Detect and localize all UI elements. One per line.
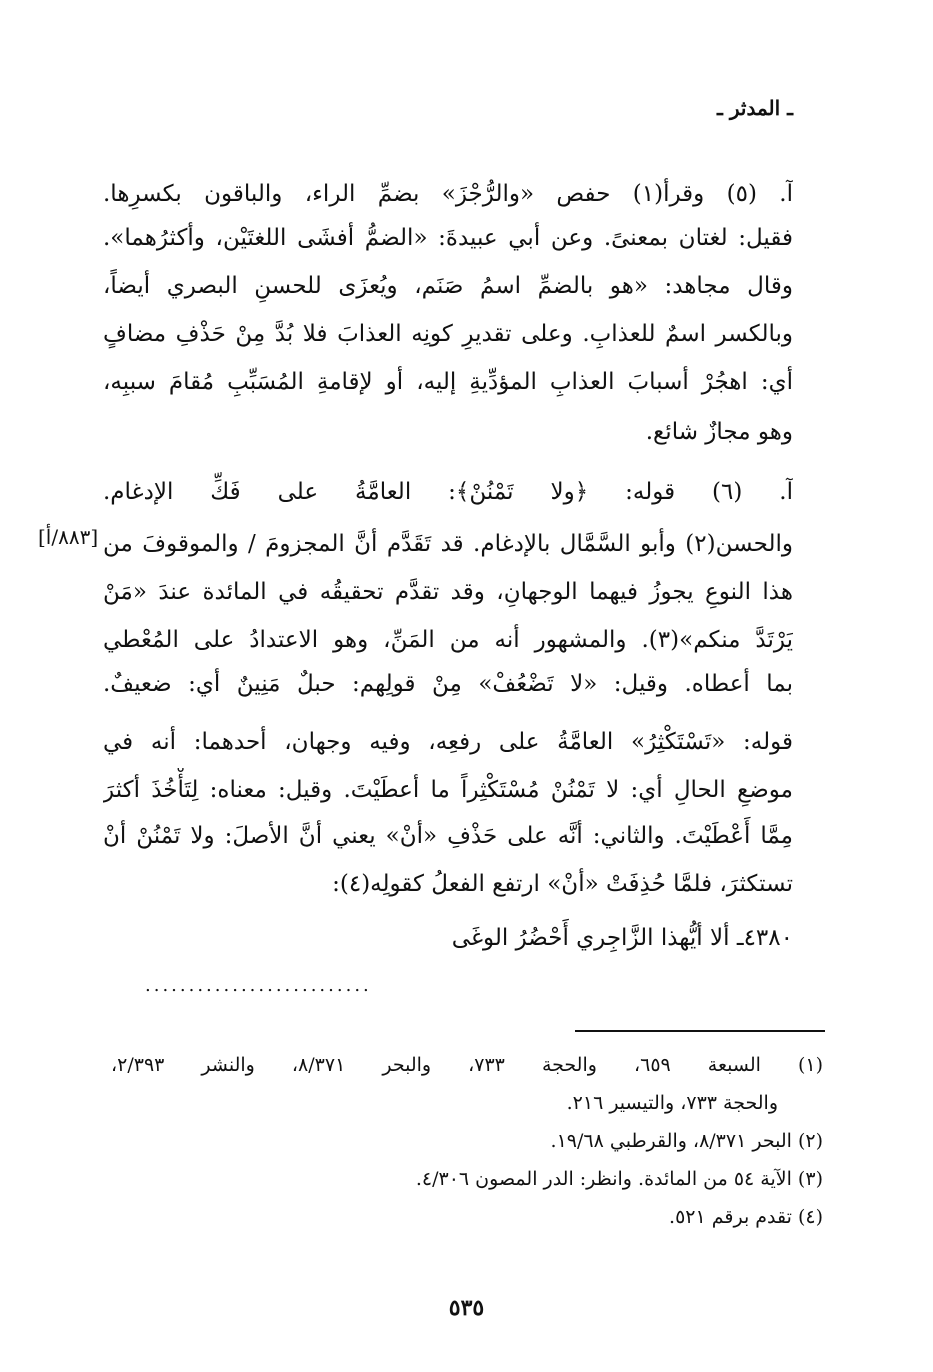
text-line: وقال مجاهد: «هو بالضمِّ اسمُ صَنَم، ويُعزَى للحسنِ البصري أيضاً،: [103, 273, 793, 299]
running-header: ـ المدثر ـ: [717, 96, 793, 120]
text-line: يَرْتَدَّ منكم»(٣). والمشهور أنه من المَنِّ، وهو الاعتدادُ على المُعْطي: [103, 627, 793, 653]
page-number: ٥٣٥: [448, 1295, 485, 1321]
text-line: بما أعطاه. وقيل: «لا تَضْعُفْ» مِنْ قولِهم: حبلٌ مَنِينٌ أي: ضعيفٌ.: [103, 671, 793, 697]
text-line: وهو مجازٌ شائع.: [645, 419, 793, 445]
margin-reference: [٨٨٣/أ]: [38, 525, 99, 549]
footnote-continuation: والحجة ٧٣٣، والتيسير ٢١٦.: [566, 1092, 778, 1114]
text-line: تستكثرَ، فلمَّا حُذِفَتْ «أنْ» ارتفع الفعلُ كقولِه(٤):: [332, 871, 793, 897]
verse-line: ٤٣٨٠ـ ألا أيُّهذا الزَّاجِري أَحْضُرُ الوغَى: [451, 925, 793, 951]
footnote: (٢) البحر ٨/٣٧١، والقرطبي ١٩/٦٨.: [550, 1130, 823, 1152]
text-line: مِمَّا أَعْطَيْتَ. والثاني: أنَّه على حَذْفِ «أنْ» يعني أنَّ الأصلَ: ولا تَمْنُنْ أنْ: [103, 823, 793, 849]
dotted-separator: ..........................: [145, 975, 372, 995]
footnote-rule: [575, 1030, 825, 1032]
text-line: موضعِ الحالِ أي: لا تَمْنُنْ مُسْتَكْثِراً ما أعطَيْتَ. وقيل: معناه: لِتَأْخُذَ أكثرَ: [103, 777, 793, 803]
text-line: آ. (٥) وقرأ(١) حفص «والرُّجْزَ» بضمِّ الراء، والباقون بكسرِها.: [103, 181, 793, 207]
text-line: وبالكسر اسمٌ للعذابِ. وعلى تقديرِ كونِه العذابَ فلا بُدَّ مِنْ حَذْفِ مضافٍ: [103, 321, 793, 347]
footnote: (١) السبعة ٦٥٩، والحجة ٧٣٣، والبحر ٨/٣٧١، والنشر ٢/٣٩٣،: [111, 1054, 823, 1076]
footnote: (٣) الآية ٥٤ من المائدة. وانظر: الدر المصون ٤/٣٠٦.: [415, 1168, 823, 1190]
footnote: (٤) تقدم برقم ٥٢١.: [669, 1206, 823, 1228]
text-line: آ. (٦) قوله: ﴿ولا تَمْنُنْ﴾: العامَّةُ على فَكِّ الإدغام.: [103, 479, 793, 505]
text-line: والحسن(٢) وأبو السَّمَّال بالإدغام. قد تَقَدَّم أنَّ المجزومَ / والموقوفَ من: [103, 531, 793, 557]
text-line: فقيل: لغتان بمعنىً. وعن أبي عبيدةَ: «الضمُّ أفشَى اللغتَيْن، وأكثرُهما».: [103, 225, 793, 251]
text-line: أي: اهجُرْ أسبابَ العذابِ المؤدِّيةِ إليه، أو لإقامةِ المُسَبِّبِ مُقامَ سببِه،: [103, 369, 793, 395]
text-line: قوله: «تَسْتَكْثِرُ» العامَّةُ على رفعِه، وفيه وجهان، أحدهما: أنه في: [103, 729, 793, 755]
text-line: هذا النوعِ يجوزُ فيهما الوجهانِ، وقد تقدَّم تحقيقُه في المائدة عندَ «مَنْ: [103, 579, 793, 605]
